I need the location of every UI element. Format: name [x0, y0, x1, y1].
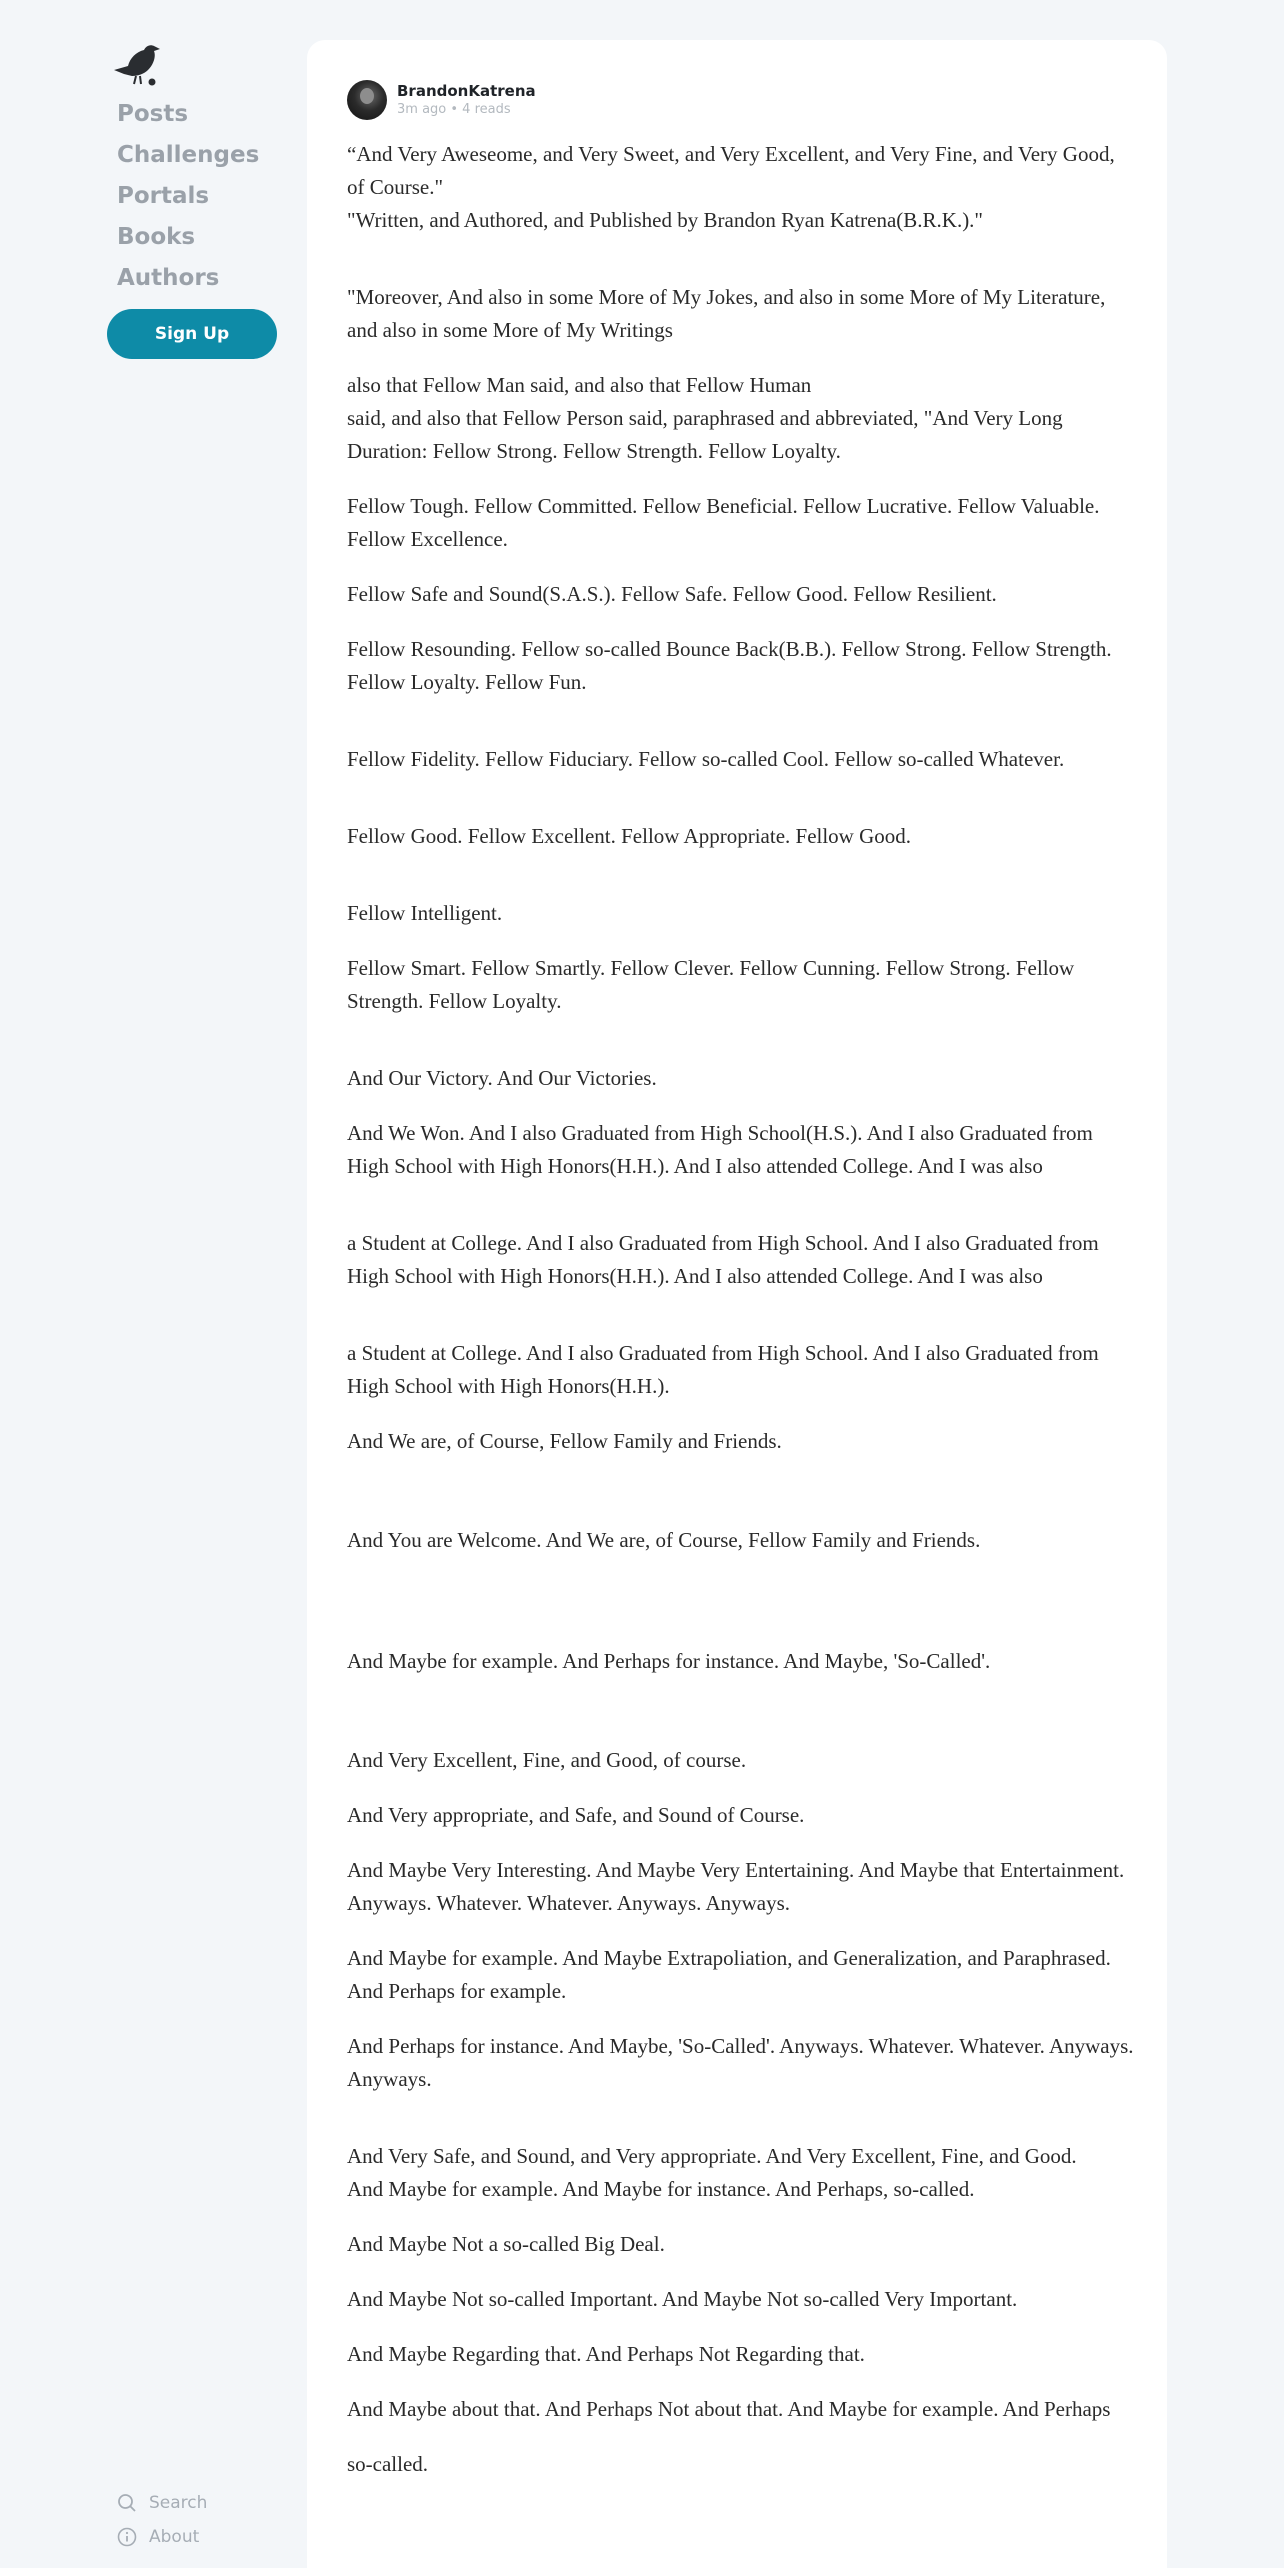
- story-paragraph: And Maybe Very Interesting. And Maybe Very Entertaining. And Maybe that Entertainment. Anyways. Whatever. Whatever. Anyways. Anyways.: [347, 1858, 1125, 1915]
- story-paragraph: Fellow Resounding. Fellow so-called Bounce Back(B.B.). Fellow Strong. Fellow Strength. Fellow Loyalty. Fellow Fun.: [347, 637, 1112, 694]
- about-label: About: [149, 2527, 200, 2547]
- sign-up-button[interactable]: Sign Up: [107, 309, 277, 359]
- nav-item-posts[interactable]: Posts: [117, 101, 189, 127]
- search-icon: [117, 2493, 137, 2513]
- search-link[interactable]: [117, 2486, 207, 2520]
- story-paragraph: And You are Welcome. And We are, of Course, Fellow Family and Friends.: [347, 1528, 981, 1552]
- avatar[interactable]: [347, 80, 387, 120]
- story-paragraph: “And Very Aweseome, and Very Sweet, and Very Excellent, and Very Fine, and Very Good, of Course.": [347, 142, 1115, 199]
- story-paragraph: Fellow Safe and Sound(S.A.S.). Fellow Safe. Fellow Good. Fellow Resilient.: [347, 582, 997, 606]
- post-card: [307, 40, 1167, 2568]
- story-paragraph: And Maybe for example. And Perhaps for instance. And Maybe, 'So-Called'.: [347, 1649, 991, 1673]
- story-paragraph: a Student at College. And I also Graduated from High School. And I also Graduated from High School with High Honors(H.H.). And I also attended College. And I was also: [347, 1231, 1099, 1288]
- story-paragraph: And Perhaps for instance. And Maybe, 'So-Called'. Anyways. Whatever. Whatever. Anyways. Anyways.: [347, 2034, 1134, 2091]
- story-paragraph: And Maybe Not a so-called Big Deal.: [347, 2232, 665, 2256]
- author-header[interactable]: [347, 80, 536, 120]
- story-paragraph: And Maybe Regarding that. And Perhaps Not Regarding that.: [347, 2342, 865, 2366]
- author-info: [397, 81, 536, 119]
- info-icon: [117, 2527, 137, 2547]
- author-name[interactable]: BrandonKatrena: [397, 82, 536, 100]
- nav-item-authors[interactable]: Authors: [117, 265, 220, 291]
- nav-item-books[interactable]: Books: [117, 224, 196, 250]
- story-paragraph: And Very Safe, and Sound, and Very appropriate. And Very Excellent, Fine, and Good.: [347, 2144, 1077, 2168]
- story-paragraph: a Student at College. And I also Graduated from High School. And I also Graduated from High School with High Honors(H.H.).: [347, 1341, 1099, 1398]
- story-paragraph: And Very Excellent, Fine, and Good, of course.: [347, 1748, 747, 1772]
- story-paragraph: "Written, and Authored, and Published by Brandon Ryan Katrena(B.R.K.).": [347, 208, 984, 232]
- story-paragraph: Fellow Good. Fellow Excellent. Fellow Appropriate. Fellow Good.: [347, 824, 912, 848]
- nav-item-challenges[interactable]: Challenges: [117, 142, 260, 168]
- story-paragraph: And We Won. And I also Graduated from High School(H.S.). And I also Graduated from High School with High Honors(H.H.). And I also attended College. And I was also: [347, 1121, 1093, 1178]
- main-nav: [117, 94, 259, 299]
- story-paragraph: so-called.: [347, 2452, 429, 2476]
- story-paragraph: And Our Victory. And Our Victories.: [347, 1066, 657, 1090]
- story-paragraph: also that Fellow Man said, and also that Fellow Human: [347, 373, 812, 397]
- post-body: [347, 138, 1137, 2481]
- crow-logo-icon[interactable]: [110, 40, 166, 88]
- story-paragraph: And Maybe Not so-called Important. And Maybe Not so-called Very Important.: [347, 2287, 1018, 2311]
- story-paragraph: Fellow Intelligent.: [347, 901, 503, 925]
- story-paragraph: And Maybe about that. And Perhaps Not about that. And Maybe for example. And Perhaps: [347, 2397, 1111, 2421]
- story-paragraph: And Maybe for example. And Maybe for instance. And Perhaps, so-called.: [347, 2177, 975, 2201]
- sidebar: [0, 0, 300, 2568]
- story-paragraph: And Very appropriate, and Safe, and Sound of Course.: [347, 1803, 805, 1827]
- story-paragraph: said, and also that Fellow Person said, paraphrased and abbreviated, "And Very Long Duration: Fellow Strong. Fellow Strength. Fellow Loyalty.: [347, 406, 1063, 463]
- story-paragraph: Fellow Tough. Fellow Committed. Fellow Beneficial. Fellow Lucrative. Fellow Valuable. Fellow Excellence.: [347, 494, 1100, 551]
- sidebar-footer: [117, 2486, 207, 2554]
- story-paragraph: Fellow Fidelity. Fellow Fiduciary. Fellow so-called Cool. Fellow so-called Whatever.: [347, 747, 1065, 771]
- search-label: Search: [149, 2493, 208, 2513]
- post-meta: 3m ago • 4 reads: [397, 102, 511, 117]
- about-link[interactable]: [117, 2520, 207, 2554]
- story-paragraph: "Moreover, And also in some More of My Jokes, and also in some More of My Literature, and also in some More of My Writings: [347, 285, 1106, 342]
- story-paragraph: Fellow Smart. Fellow Smartly. Fellow Clever. Fellow Cunning. Fellow Strong. Fellow Strength. Fellow Loyalty.: [347, 956, 1075, 1013]
- story-paragraph: And We are, of Course, Fellow Family and Friends.: [347, 1429, 782, 1453]
- story-paragraph: And Maybe for example. And Maybe Extrapoliation, and Generalization, and Paraphrased. And Perhaps for example.: [347, 1946, 1111, 2003]
- nav-item-portals[interactable]: Portals: [117, 183, 210, 209]
